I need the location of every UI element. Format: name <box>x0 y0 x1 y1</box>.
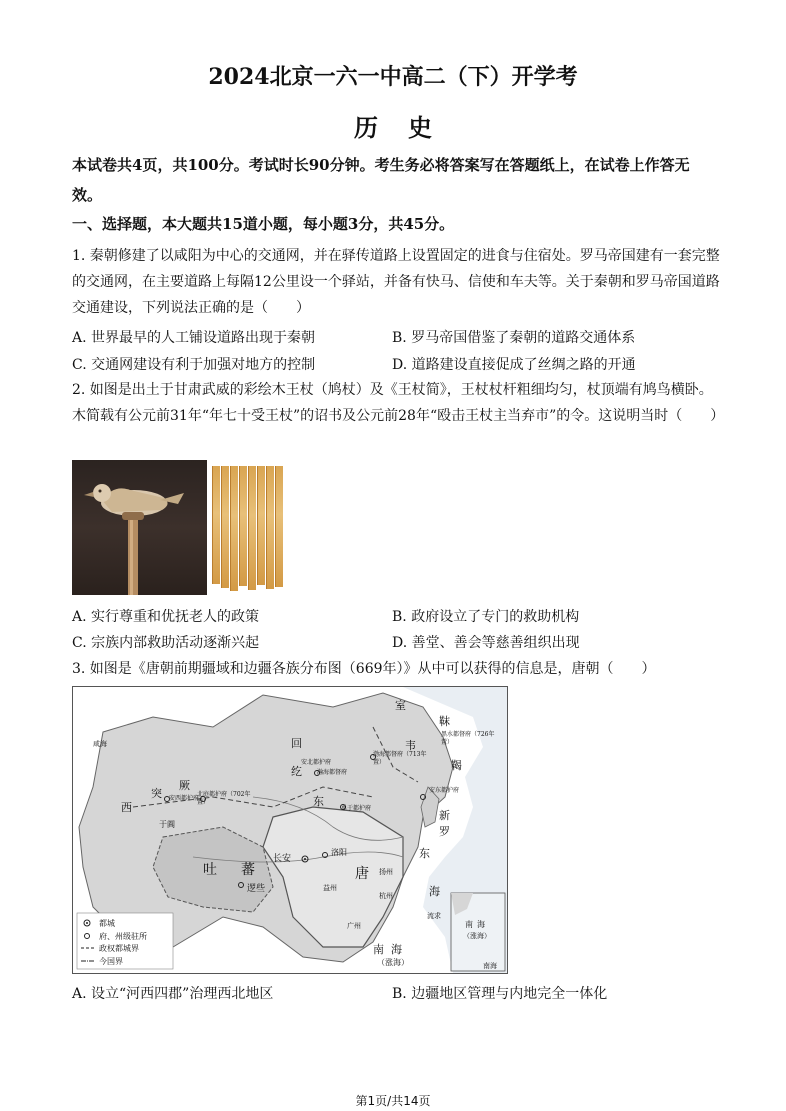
map-label: 南 <box>373 943 384 956</box>
wooden-dove-staff-photo <box>72 460 207 595</box>
map-label: 厥 <box>179 779 190 792</box>
map-label: 靺 <box>439 715 450 728</box>
exam-title: 2024北京一六一中高二（下）开学考 <box>208 64 578 90</box>
page-number: 第1页/共14页 <box>355 1094 431 1108</box>
bamboo-slip <box>239 466 247 586</box>
map-label: 单于都护府 <box>341 805 372 812</box>
map-label: 杭州 <box>379 892 393 900</box>
map-label: 黑水都督府（726年置） <box>441 731 495 746</box>
map-label: 罗 <box>439 825 450 838</box>
map-label: 扬州 <box>379 868 393 876</box>
map-label: 纥 <box>291 765 302 778</box>
map-label: （涨海） <box>377 958 409 967</box>
question-2-option-a: A. 实行尊重和优抚老人的政策 <box>72 609 260 625</box>
question-1-option-d: D. 道路建设直接促成了丝绸之路的开通 <box>392 357 636 373</box>
map-label: 新 <box>439 809 450 822</box>
dove-staff-icon <box>72 460 207 595</box>
map-label: 韦 <box>405 739 416 752</box>
map-label: 瀚海都督府 <box>317 769 348 776</box>
map-label: 吐 <box>203 862 217 878</box>
map-label: 海 <box>391 943 402 956</box>
question-3-option-b: B. 边疆地区管理与内地完全一体化 <box>392 986 608 1002</box>
bamboo-slip <box>266 466 274 589</box>
map-label: 安东都护府 <box>429 787 460 794</box>
map-legend-item: 府、州级驻所 <box>99 932 147 941</box>
map-legend-item: 政权都城界 <box>99 944 139 953</box>
map-label: 鞨 <box>451 759 462 772</box>
map-legend-item: 今国界 <box>99 957 123 966</box>
map-label: 东 <box>313 795 324 808</box>
map-label: 安西都护府 <box>169 795 200 802</box>
map-label: 于阗 <box>159 820 175 829</box>
map-label: 唐 <box>355 866 369 882</box>
question-3-option-a: A. 设立“河西四郡”治理西北地区 <box>72 986 274 1002</box>
map-label: 海 <box>429 885 440 898</box>
map-label: 突 <box>151 787 162 800</box>
question-2-option-b: B. 政府设立了专门的救助机构 <box>392 609 580 625</box>
bamboo-slip <box>257 466 265 585</box>
map-label: 回 <box>291 737 302 750</box>
map-label: 长安 <box>273 854 292 864</box>
bamboo-slip <box>230 466 238 591</box>
inset-label: 南 <box>465 920 473 929</box>
map-label: 渤海都督府（713年置） <box>373 751 427 766</box>
map-legend-item: 都城 <box>99 919 115 928</box>
question-3-stem: 3. 如图是《唐朝前期疆域和边疆各族分布图（669年）》从中可以获得的信息是，唐朝（ ） <box>72 661 656 677</box>
question-1-stem: 1. 秦朝修建了以咸阳为中心的交通网，并在驿传道路上设置固定的进食与住宿处。罗马帝国建有一套完整的交通网，在主要道路上每隔12公里设一个驿站，并备有快马、信使和车夫等。关于秦朝和罗马帝国道路交通建设，下列说法正确的是（ ） <box>72 248 720 316</box>
question-2-stem: 2. 如图是出土于甘肃武威的彩绘木王杖（鸠杖）及《王杖简》，王杖杖杆粗细均匀，杖顶端有鸠鸟横卧。木简载有公元前31年“年七十受王杖”的诏书及公元前28年“殴击王杖主当弃市”的令。这说明当时（ ） <box>72 382 725 424</box>
question-1-option-a: A. 世界最早的人工铺设道路出现于秦朝 <box>72 330 316 346</box>
map-label: 安北都护府 <box>301 759 332 766</box>
question-2-option-c: C. 宗族内部救助活动逐渐兴起 <box>72 635 260 651</box>
map-label: 咸海 <box>93 740 107 748</box>
exam-notice: 本试卷共4页，共100分。考试时长90分钟。考生务必将答案写在答题纸上，在试卷上作答无效。 <box>72 156 690 204</box>
map-label: 东 <box>419 847 430 860</box>
inset-label: 南海 <box>483 962 497 970</box>
wang-zhang-bamboo-slips-photo <box>210 462 288 592</box>
inset-label: （涨海） <box>463 932 491 940</box>
bamboo-slip <box>221 466 229 588</box>
question-1-option-c: C. 交通网建设有利于加强对地方的控制 <box>72 357 316 373</box>
map-label: 西 <box>121 801 132 814</box>
subject-title: 历史 <box>354 113 462 142</box>
question-2-option-d: D. 善堂、善会等慈善组织出现 <box>392 635 580 651</box>
map-label: 洛阳 <box>331 848 347 857</box>
bamboo-slip <box>212 466 220 584</box>
map-label: 广州 <box>347 922 361 930</box>
inset-label: 海 <box>477 920 485 929</box>
map-label: 益州 <box>323 884 337 892</box>
section-heading: 一、选择题，本大题共15道小题，每小题3分，共45分。 <box>72 215 455 233</box>
map-label: 流求 <box>427 912 441 920</box>
tang-territory-map <box>72 686 508 974</box>
map-label: 逻些 <box>247 884 266 894</box>
bamboo-slip <box>275 466 283 587</box>
question-1-option-b: B. 罗马帝国借鉴了秦朝的道路交通体系 <box>392 330 636 346</box>
map-label: 蕃 <box>241 862 255 878</box>
map-label: 室 <box>395 699 406 712</box>
bamboo-slip <box>248 466 256 590</box>
map-label: 北庭都护府（702年置） <box>197 791 251 806</box>
